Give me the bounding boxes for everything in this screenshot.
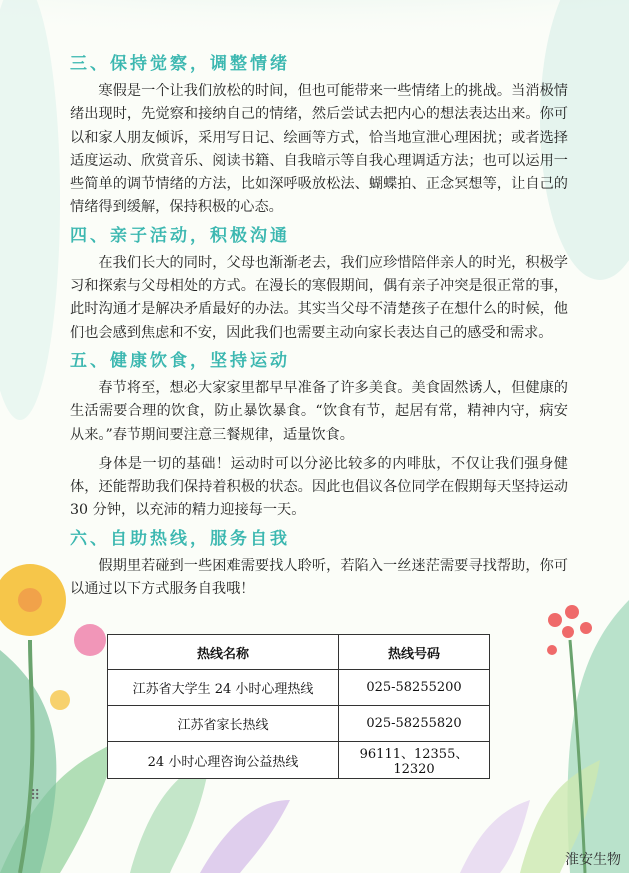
column-header: 热线名称 [108,635,339,670]
hotline-number: 025-58255200 [339,670,490,706]
hotline-name: 江苏省家长热线 [108,706,339,742]
section-parent-child [70,224,568,345]
hotline-number: 96111、12355、12320 [339,742,490,779]
hotline-table [107,634,490,779]
section-paragraph: 在我们长大的同时，父母也渐渐老去，我们应珍惜陪伴亲人的时光，积极学习和探索与父母相处的方式。在漫长的寒假期间，偶有亲子冲突是很正常的事，此时沟通才是解决矛盾最好的办法。其实当父母不清楚孩子在想什么的时候，他们也会感到焦虑和不安，因此我们也需要主动向家长表达自己的感受和需求。 [70,254,568,341]
hotline-name: 江苏省大学生 24 小时心理热线 [108,670,339,706]
section-health [70,349,568,523]
section-paragraph: 假期里若碰到一些困难需要找人聆听，若陷入一丝迷茫需要寻找帮助，你可以通过以下方式服务自我哦！ [70,557,568,598]
section-paragraph: 身体是一切的基础！运动时可以分泌比较多的内啡肽，不仅让我们强身健体，还能帮助我们保持着积极的状态。因此也倡议各位同学在假期每天坚持运动 30 分钟，以充沛的精力迎接每一天。 [70,455,568,519]
column-header: 热线号码 [339,635,490,670]
section-heading: 四、亲子活动，积极沟通 [70,225,290,246]
section-heading: 五、健康饮食，坚持运动 [70,350,290,371]
section-emotion [70,52,568,220]
table-header-row [108,635,490,670]
section-heading: 三、保持觉察，调整情绪 [70,54,290,74]
watermark: 淮安生物 [565,852,621,868]
section-paragraph: 寒假是一个让我们放松的时间，但也可能带来一些情绪上的挑战。当消极情绪出现时，先觉察和接纳自己的情绪，然后尝试去把内心的想法表达出来。你可以和家人朋友倾诉，采用写日记、绘画等方式，恰当地宣泄心理困扰；或者选择适度运动、欣赏音乐、阅读书籍、自我暗示等自我心理调适方法；也可以运用一些简单的调节情绪的方法，比如深呼吸放松法、蝴蝶拍、正念冥想等，让自己的情绪得到缓解，保持积极的心态。 [70,83,568,216]
section-paragraph: 春节将至，想必大家家里都早早准备了许多美食。美食固然诱人，但健康的生活需要合理的饮食，防止暴饮暴食。“饮食有节，起居有常，精神内守，病安从来。”春节期间要注意三餐规律，适量饮食。 [70,379,568,443]
section-heading: 六、自助热线，服务自我 [70,528,290,549]
table-row [108,742,490,779]
article-body [70,52,568,601]
hotline-number: 025-58255820 [339,706,490,742]
hotline-name: 24 小时心理咨询公益热线 [108,742,339,779]
table-row [108,706,490,742]
table-row [108,670,490,706]
drag-grip-icon[interactable]: ⠿ [30,788,41,804]
section-hotline [70,527,568,602]
